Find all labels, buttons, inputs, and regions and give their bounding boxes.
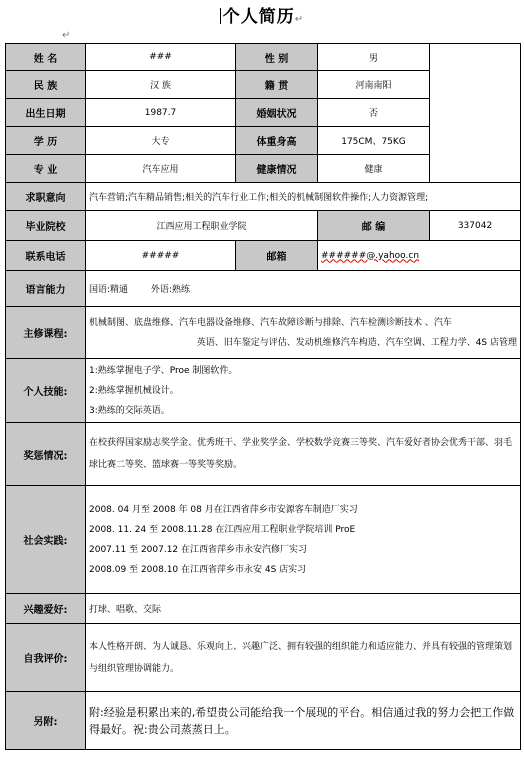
self-eval-label: 自我评价: [6,624,86,692]
postcode-value: 337042 [430,211,521,241]
photo-box [430,44,521,183]
birth-label: 出生日期 [6,99,86,127]
note-value: 附:经验是积累出来的,希望贵公司能给我一个展现的平台。相信通过我的努力会把工作做得最好。祝:贵公司蒸蒸日上。 [86,692,521,750]
practice-item: 2008. 11. 24 至 2008.11.28 在江西应用工程职业学院培训 ProE [89,524,356,535]
skill-item: 1:熟练掌握电子学、Proe 制图软件。 [89,365,238,376]
text-cursor [220,8,221,24]
phone-value: ##### [86,241,236,271]
school-label: 毕业院校 [6,211,86,241]
gender-value: 男 [318,44,430,71]
practice-value [86,486,521,594]
row-skills [6,359,521,423]
resume-title [0,2,524,27]
row-name [6,44,521,71]
origin-label: 籍 贯 [236,71,318,99]
major-label: 专 业 [6,155,86,183]
body-label: 体重身高 [236,127,318,155]
row-self-eval [6,624,521,692]
skills-value [86,359,521,423]
hobbies-value: 打球、唱歌、交际 [86,594,521,624]
courses-line: 机械制图、底盘维修、汽车电器设备维修、汽车故障诊断与排除、汽车检测诊断技术 、汽车 [89,317,452,328]
birth-value: 1987.7 [86,99,236,127]
row-practice [6,486,521,594]
intention-value: 汽车营销;汽车精品销售;相关的汽车行业工作;相关的机械制图软件操作;人力资源管理; [86,183,521,211]
postcode-label: 邮 编 [318,211,430,241]
courses-label: 主修课程: [6,307,86,359]
email-label: 邮箱 [236,241,318,271]
paragraph-mark: ↵ [62,30,71,41]
marital-value: 否 [318,99,430,127]
courses-value [86,307,521,359]
phone-label: 联系电话 [6,241,86,271]
resume-table [5,43,521,750]
row-intention [6,183,521,211]
email-text: ######@.yahoo.cn [321,250,420,261]
body-value: 175CM、75KG [318,127,430,155]
note-label: 另附: [6,692,86,750]
hobbies-label: 兴趣爱好: [6,594,86,624]
row-note [6,692,521,750]
title-text: 个人简历 [222,7,295,27]
marital-label: 婚姻状况 [236,99,318,127]
name-value: ### [86,44,236,71]
row-school [6,211,521,241]
row-hobbies [6,594,521,624]
origin-value: 河南南阳 [318,71,430,99]
courses-line: 英语、旧车鉴定与评估、发动机维修汽车构造、汽车空调、工程力学、4S 店管理 [196,337,517,348]
school-value: 江西应用工程职业学院 [86,211,318,241]
skill-item: 2:熟练掌握机械设计。 [89,385,179,396]
health-label: 健康情况 [236,155,318,183]
row-awards [6,423,521,486]
language-value: 国语:精通 外语:熟练 [86,271,521,307]
gender-label: 性 别 [236,44,318,71]
practice-item: 2008. 04 月至 2008 年 08 月在江西省萍乡市安源客车制造厂实习 [89,504,358,515]
intention-label: 求职意向 [6,183,86,211]
health-value: 健康 [318,155,430,183]
email-value [318,241,521,271]
paragraph-mark: ↵ [294,14,305,25]
self-eval-value: 本人性格开朗、为人诚恳、乐观向上、兴趣广泛、拥有较强的组织能力和适应能力、并具有较强的管理策划与组织管理协调能力。 [86,624,521,692]
skill-item: 3:熟练的交际英语。 [89,405,170,416]
row-phone [6,241,521,271]
skills-label: 个人技能: [6,359,86,423]
name-label: 姓 名 [6,44,86,71]
education-value: 大专 [86,127,236,155]
language-label: 语言能力 [6,271,86,307]
education-label: 学 历 [6,127,86,155]
awards-value: 在校获得国家励志奖学金、优秀班干、学业奖学金、学校数学竞赛三等奖、汽车爱好者协会优秀干部、羽毛球比赛二等奖、篮球赛一等奖等奖励。 [86,423,521,486]
practice-label: 社会实践: [6,486,86,594]
row-language [6,271,521,307]
practice-item: 2008.09 至 2008.10 在江西省萍乡市永安 4S 店实习 [89,564,307,575]
practice-item: 2007.11 至 2007.12 在江西省萍乡市永安汽修厂实习 [89,544,308,555]
ethnicity-value: 汉 族 [86,71,236,99]
awards-label: 奖惩情况: [6,423,86,486]
major-value: 汽车应用 [86,155,236,183]
ethnicity-label: 民 族 [6,71,86,99]
row-courses [6,307,521,359]
